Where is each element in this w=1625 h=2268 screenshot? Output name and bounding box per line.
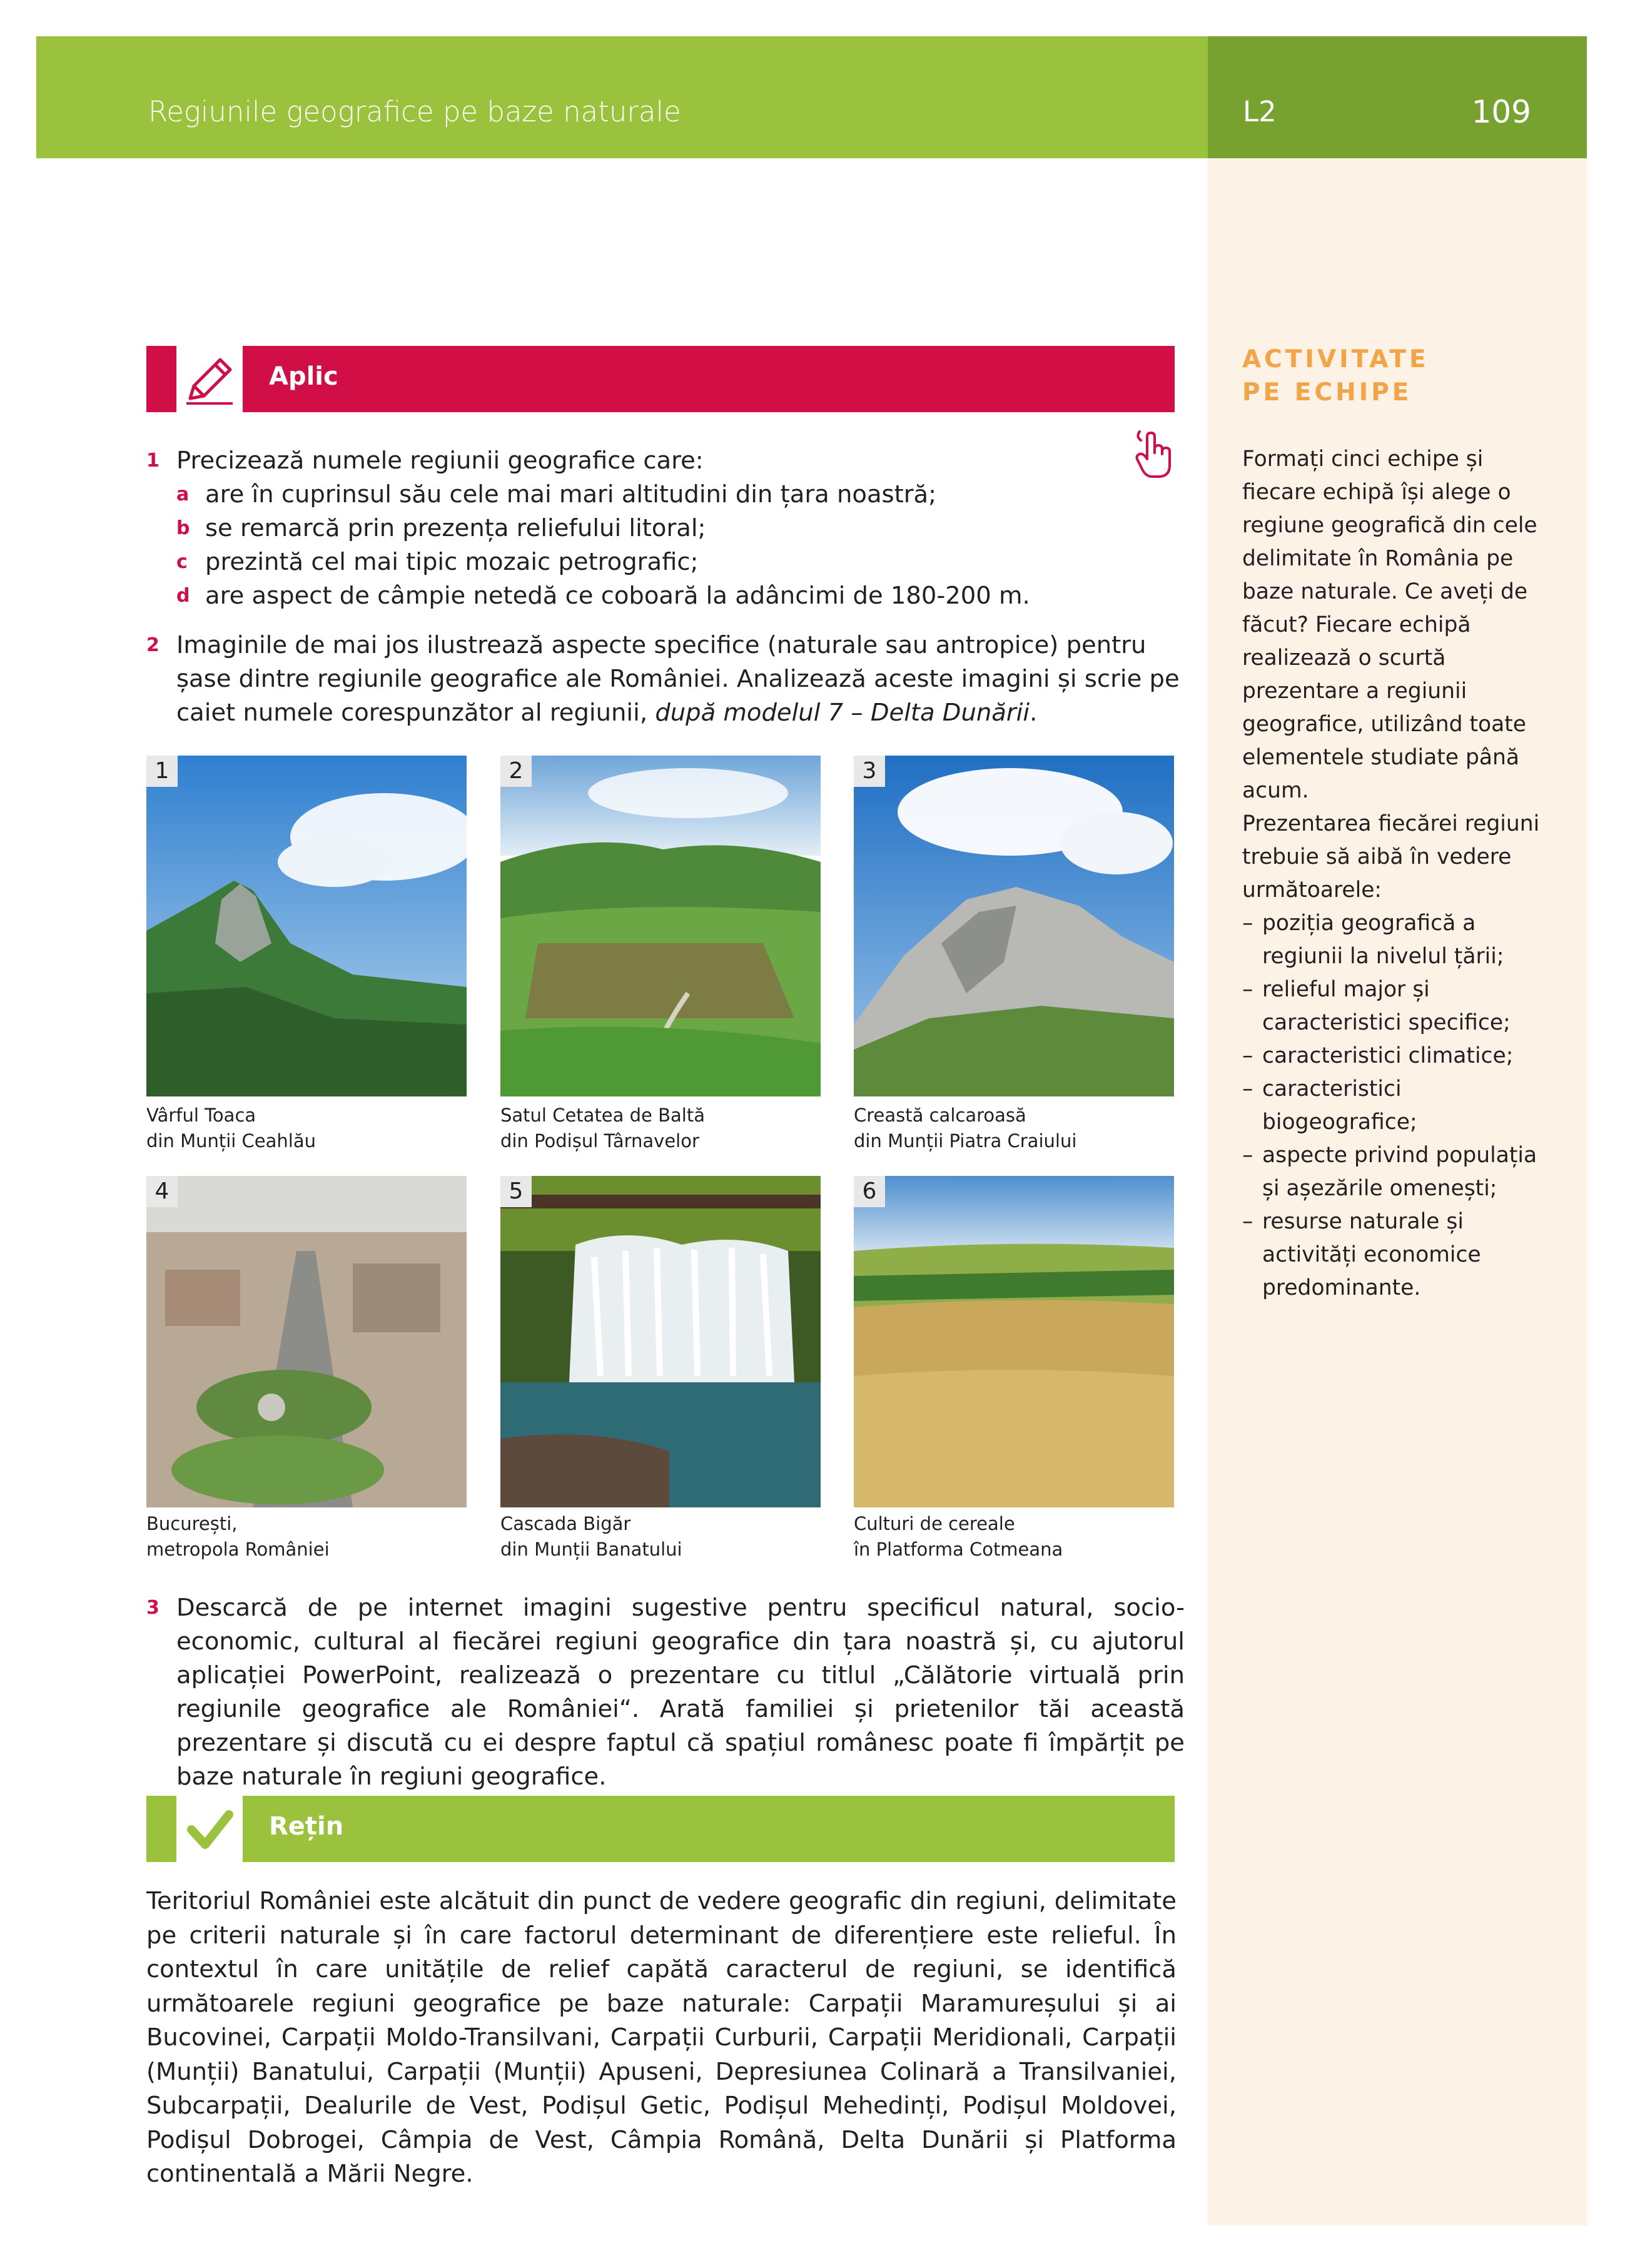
photo-creasta-calcaroasa: [854, 756, 1174, 1096]
photo-number: 2: [500, 756, 532, 787]
sub-item-letter: c: [176, 551, 188, 573]
photo-bucuresti: [146, 1176, 467, 1507]
question-text: Descarcă de pe internet imagini sugestive pentru specificul natural, socio-economic, cultural al fiecărei regiuni geografice din țara noastră și, cu ajutorul aplicației PowerPoint, realizează o prezentare cu titlul „Călătorie virtuală prin regiunile geografice ale României“. Arată familiei și prietenilor tăi această prezentare și discută cu ei despre faptul că spațiul românesc poate fi împărțit pe baze naturale în regiuni geografice.: [176, 1594, 1185, 1791]
retin-fill: [243, 1796, 1175, 1862]
caption-line: Satul Cetatea de Baltă: [500, 1105, 705, 1126]
retin-text: Teritoriul României este alcătuit din punct de vedere geografic din regiuni, delimitate pe criterii naturale și în care factorul determinant de diferențiere este relieful. În contextul în care unitățile de relief capătă caracterul de regiuni, se identifică următoarele regiuni geografice pe baze naturale: Carpații Maramureșului și ai Bucovinei, Carpații Moldo-Transilvani, Carpații Curburii, Carpații Meridionali, Carpații (Munții) Banatului, Carpații (Munții) Apuseni, Depresiunea Colinară a Transilvaniei, Subcarpații, Dealurile de Vest, Podișul Getic, Podișul Mehedinți, Podișul Moldovei, Podișul Dobrogei, Câmpia de Vest, Câmpia Română, Delta Dunării și Platforma continentală a Mării Negre.: [146, 1887, 1177, 2188]
question-text-main: Imaginile de mai jos ilustrează aspecte specifice (naturale sau antropice) pentru șase dintre regiunile geografice ale României. Analizează aceste imagini și scrie pe caiet numele corespunzător al regiunii,: [176, 631, 1180, 727]
sidebar-heading-line2: PE ECHIPE: [1242, 378, 1412, 407]
caption-line: Cascada Bigăr: [500, 1513, 631, 1534]
photo-cascada-bigar: [500, 1176, 821, 1507]
pencil-icon: [176, 346, 243, 412]
caption-line: Creastă calcaroasă: [854, 1105, 1026, 1126]
question-number: 3: [146, 1597, 159, 1619]
sub-item-text: are aspect de câmpie netedă ce coboară la adâncimi de 180-200 m.: [205, 582, 1030, 610]
sub-item: [176, 545, 1185, 579]
question-2: [146, 629, 1185, 730]
sub-item-letter: a: [176, 483, 190, 505]
chapter-title: Regiunile geografice pe baze naturale: [148, 95, 681, 128]
caption-line: București,: [146, 1513, 238, 1534]
sidebar-paragraph: Prezentarea fiecărei regiuni trebuie să aibă în vedere următoarele:: [1242, 811, 1540, 903]
photo-caption: [854, 1103, 1179, 1154]
sub-item: [176, 579, 1185, 613]
list-item: – caracteristici climatice;: [1242, 1040, 1555, 1073]
caption-line: Culturi de cereale: [854, 1513, 1015, 1534]
caption-line: Vârful Toaca: [146, 1105, 256, 1126]
photo-caption: [854, 1511, 1179, 1562]
aplic-fill: [243, 346, 1175, 412]
sidebar-heading: [1242, 343, 1567, 409]
photo-cetatea-de-balta: [500, 756, 821, 1096]
question-3: [146, 1591, 1185, 1794]
caption-line: în Platforma Cotmeana: [854, 1539, 1063, 1560]
aplic-label: Aplic: [269, 362, 338, 391]
list-item: – caracteristici biogeografice;: [1242, 1073, 1555, 1139]
caption-line: din Podișul Târnavelor: [500, 1130, 699, 1152]
list-item: – poziția geografică a regiunii la nivelul țării;: [1242, 907, 1555, 973]
photo-caption: [146, 1103, 472, 1154]
aplic-tick: [146, 346, 176, 412]
sub-item-letter: b: [176, 517, 190, 539]
sub-item: [176, 512, 1185, 545]
sub-item-letter: d: [176, 585, 190, 607]
retin-tick: [146, 1796, 176, 1862]
photo-varful-toaca: [146, 756, 467, 1096]
question-number: 1: [146, 450, 159, 472]
aplic-section-header: [146, 346, 1175, 412]
photo-number: 3: [854, 756, 885, 787]
photo-number: 6: [854, 1176, 885, 1207]
photo-culturi-cereale: [854, 1176, 1174, 1507]
sub-item: [176, 478, 1185, 512]
photo-number: 4: [146, 1176, 178, 1207]
sidebar-paragraph: Formați cinci echipe și fiecare echipă își alege o regiune geografică din cele delimitate în România pe baze naturale. Ce aveți de făcut? Fiecare echipă realizează o scurtă prezentare a regiunii geografice, utilizând toate elementele studiate până acum.: [1242, 447, 1537, 803]
caption-line: metropola României: [146, 1539, 330, 1560]
photo-number: 1: [146, 756, 178, 787]
caption-line: din Munții Piatra Craiului: [854, 1130, 1077, 1152]
photo-number: 5: [500, 1176, 532, 1207]
caption-line: din Munții Banatului: [500, 1539, 682, 1560]
sub-item-text: are în cuprinsul său cele mai mari altitudini din țara noastră;: [205, 480, 937, 509]
sidebar-heading-line1: ACTIVITATE: [1242, 345, 1429, 373]
retin-section-header: [146, 1796, 1175, 1862]
checkmark-icon: [176, 1796, 243, 1862]
sub-item-text: se remarcă prin prezența reliefului litoral;: [205, 514, 706, 542]
question-number: 2: [146, 634, 159, 656]
retin-label: Rețin: [269, 1812, 344, 1841]
page-number: 109: [1471, 94, 1531, 130]
photo-caption: [146, 1511, 472, 1562]
photo-caption: [500, 1511, 826, 1562]
list-item: – aspecte privind populația și așezările omenești;: [1242, 1139, 1555, 1205]
caption-line: din Munții Ceahlău: [146, 1130, 316, 1152]
sidebar-list: [1242, 907, 1555, 1305]
sidebar-text: [1242, 443, 1555, 1305]
question-text-end: .: [1030, 699, 1038, 727]
photo-caption: [500, 1103, 826, 1154]
question-intro: Precizează numele regiunii geografice care:: [176, 447, 704, 475]
question-text-italic: după modelul 7 – Delta Dunării: [655, 699, 1030, 727]
lesson-label: L2: [1243, 95, 1277, 128]
list-item: – relieful major și caracteristici specifice;: [1242, 973, 1555, 1040]
sub-item-text: prezintă cel mai tipic mozaic petrografic;: [205, 548, 699, 576]
question-text: [176, 629, 1185, 730]
list-item: – resurse naturale și activități economice predominante.: [1242, 1205, 1555, 1305]
question-1: [146, 444, 1185, 613]
